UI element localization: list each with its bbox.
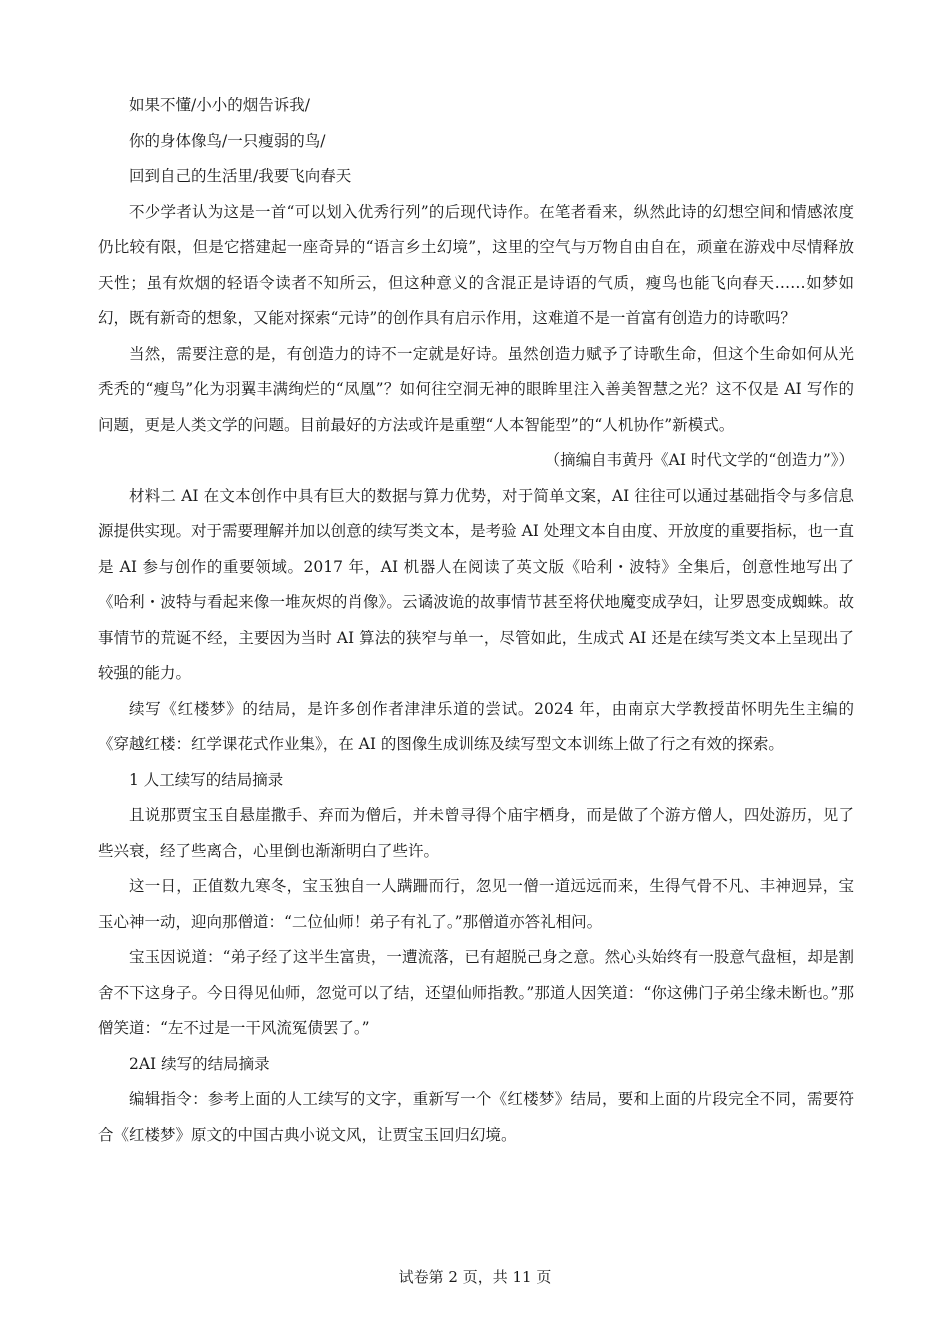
material1-paragraph: 当然，需要注意的是，有创造力的诗不一定就是好诗。虽然创造力赋予了诗歌生命，但这个生命如何从光秃秃的“瘦鸟”化为羽翼丰满绚烂的“凤凰”？如何往空洞无神的眼眸里注入善美智慧之光？这不仅是 AI 写作的问题，更是人类文学的问题。目前最好的方法或许是重塑“人本智能型”的“人机协作”新模式。 (98, 344, 854, 434)
section-heading-human: 1 人工续写的结局摘录 (129, 770, 284, 789)
material2-paragraph: 且说那贾宝玉自悬崖撒手、弃而为僧后，并未曾寻得个庙宇栖身，而是做了个游方僧人，四处游历，见了些兴衰，经了些离合，心里倒也渐渐明白了些许。 (98, 806, 854, 860)
material1-source: （摘编自韦黄丹《AI 时代文学的“创造力”》） (544, 451, 854, 469)
material2-paragraph: 材料二 AI 在文本创作中具有巨大的数据与算力优势，对于简单文案，AI 往往可以通过基础指令与多信息源提供实现。对于需要理解并加以创意的续写类文本，是考验 AI 处理文本自由度、开放度的重要指标，也一直是 AI 参与创作的重要领域。2017 年，AI 机器人在阅读了英文版《哈利・波特》全集后，创意性地写出了《哈利・波特与看起来像一堆灰烬的肖像》。云谲波诡的故事情节甚至将伏地魔变成孕妇，让罗恩变成蜘蛛。故事情节的荒诞不经，主要因为当时 AI 算法的狭窄与单一，尽管如此，生成式 AI 还是在续写类文本上呈现出了较强的能力。 (98, 486, 854, 682)
material2-paragraph: 这一日，正值数九寒冬，宝玉独自一人蹒跚而行，忽见一僧一道远远而来，生得气骨不凡、丰神迥异，宝玉心神一动，迎向那僧道：“二位仙师！弟子有礼了。”那僧道亦答礼相问。 (98, 877, 854, 931)
page-footer: 试卷第 2 页，共 11 页 (398, 1268, 552, 1286)
document-page (98, 88, 854, 1153)
poem-line: 回到自己的生活里/我要飞向春天 (129, 167, 352, 185)
poem-line: 如果不懂/小小的烟告诉我/ (129, 96, 310, 114)
material2-paragraph: 宝玉因说道：“弟子经了这半生富贵，一遭流落，已有超脱己身之意。然心头始终有一股意气盘桓，却是割舍不下这身子。今日得见仙师，忽觉可以了结，还望仙师指教。”那道人因笑道：“你这佛门子弟尘缘未断也。”那僧笑道：“左不过是一干风流冤债罢了。” (98, 948, 854, 1037)
material2-paragraph: 编辑指令：参考上面的人工续写的文字，重新写一个《红楼梦》结局，要和上面的片段完全不同，需要符合《红楼梦》原文的中国古典小说文风，让贾宝玉回归幻境。 (98, 1090, 854, 1144)
poem-line: 你的身体像鸟/一只瘦弱的鸟/ (129, 131, 326, 150)
material2-paragraph: 续写《红楼梦》的结局，是许多创作者津津乐道的尝试。2024 年，由南京大学教授苗怀明先生主编的《穿越红楼：红学课花式作业集》，在 AI 的图像生成训练及续写型文本训练上做了行之有效的探索。 (98, 699, 854, 753)
material1-paragraph: 不少学者认为这是一首“可以划入优秀行列”的后现代诗作。在笔者看来，纵然此诗的幻想空间和情感浓度仍比较有限，但是它搭建起一座奇异的“语言乡土幻境”，这里的空气与万物自由自在，顽童在游戏中尽情释放天性；虽有炊烟的轻语令读者不知所云，但这种意义的含混正是诗语的气质，瘦鸟也能飞向春天……如梦如幻，既有新奇的想象，又能对探索“元诗”的创作具有启示作用，这难道不是一首富有创造力的诗歌吗？ (98, 202, 854, 327)
section-heading-ai: 2AI 续写的结局摘录 (129, 1054, 270, 1073)
